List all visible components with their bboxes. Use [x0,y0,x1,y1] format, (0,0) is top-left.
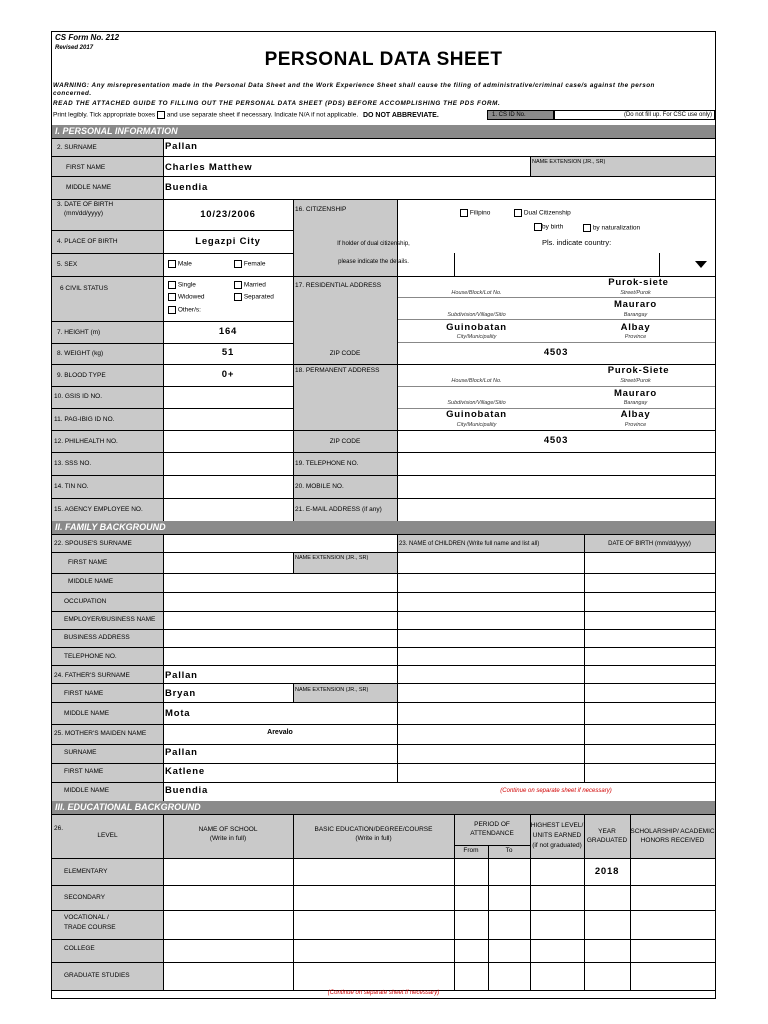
level-header: LEVEL [97,832,118,839]
country-select[interactable] [454,253,715,276]
weight-field[interactable]: 51 [221,347,235,358]
perm-street-sub: Street/Purok [620,378,651,384]
male-option-label: Male [177,260,192,268]
spouse-name-ext-label: NAME EXTENSION (JR., SR) [295,555,369,561]
permanent-address-label: 18. PERMANENT ADDRESS [295,367,380,374]
female-checkbox[interactable] [234,260,242,268]
perm-barangay-field[interactable]: Mauraro [613,388,658,399]
filipino-option-label: Filipino [469,209,491,217]
not-graduated-note: (if not graduated) [532,842,582,849]
csc-use-only-field: (Do not fill up. For CSC use only) [554,110,715,120]
father-first-name-field[interactable]: Bryan [165,688,196,699]
res-barangay-sub: Barangay [623,312,648,318]
sss-label: 13. SSS NO. [54,460,92,467]
children-label: 23. NAME of CHILDREN (Write full name and list all) [399,541,540,547]
spouse-surname-label: 22. SPOUSE'S SURNAME [54,540,132,547]
name-ext-label: NAME EXTENSION (JR., SR) [532,159,606,165]
civil-other-option[interactable] [168,306,201,315]
page-title: PERSONAL DATA SHEET [264,49,503,70]
widowed-option-label: Widowed [177,293,205,301]
gsis-label: 10. GSIS ID NO. [54,393,103,400]
course-header: BASIC EDUCATION/DEGREE/COURSE [314,826,433,833]
single-checkbox[interactable] [168,281,176,289]
surname-field[interactable]: Pallan [165,141,198,152]
mother-maiden-label: 25. MOTHER'S MAIDEN NAME [54,730,147,737]
married-checkbox[interactable] [234,281,242,289]
pob-field[interactable]: Legazpi City [195,236,261,247]
perm-city-sub: City/Municipality [456,422,497,428]
sex-label: 5. SEX [57,261,78,268]
separated-option-label: Separated [243,293,274,301]
civil-status-label: 6 CIVIL STATUS [60,285,108,292]
education-number: 26. [54,825,64,832]
mother-maiden-field[interactable]: Arevalo [267,729,293,736]
mother-surname-label: SURNAME [64,749,97,756]
level-vocational: VOCATIONAL / [64,914,109,921]
indicate-country-label: Pls. indicate country: [542,238,612,247]
by-naturalization-checkbox[interactable] [583,224,591,232]
instructions [53,111,439,119]
res-zip-field[interactable]: 4503 [543,347,569,358]
spouse-first-name-label: FIRST NAME [68,559,108,566]
spouse-middle-name-label: MIDDLE NAME [68,578,114,585]
section-family-background: II. FAMILY BACKGROUND [52,521,715,534]
father-surname-field[interactable]: Pallan [165,670,198,681]
male-checkbox[interactable] [168,260,176,268]
perm-zip-label: ZIP CODE [329,438,361,445]
instructions-part-b: and use separate sheet if necessary. Indicate N/A if not applicable. [166,111,359,119]
level-graduate-studies: GRADUATE STUDIES [64,972,130,979]
res-city-field[interactable]: Guinobatan [446,322,507,333]
blood-type-label: 9. BLOOD TYPE [57,372,106,379]
do-not-abbreviate: DO NOT ABBREVIATE. [362,111,439,119]
res-province-sub: Province [624,334,647,340]
dual-citizenship-label: Dual Citizenship [523,209,571,217]
dual-citizenship-option[interactable] [514,209,571,218]
graduated-header: GRADUATED [586,837,628,844]
filipino-checkbox[interactable] [460,209,468,217]
dual-note-1: If holder of dual citizenship, [337,241,410,247]
res-street-field[interactable]: Purok-siete [608,277,669,288]
agency-employee-label: 15. AGENCY EMPLOYEE NO. [54,506,143,513]
married-option-label: Married [243,281,266,289]
sex-male-option[interactable] [168,260,192,269]
elementary-year-graduated[interactable]: 2018 [594,866,620,877]
height-label: 7. HEIGHT (m) [57,329,101,336]
residential-address-label: 17. RESIDENTIAL ADDRESS [295,282,382,289]
perm-street-field[interactable]: Purok-Siete [607,365,670,376]
level-trade-course: TRADE COURSE [64,924,116,931]
middle-name-label: MIDDLE NAME [66,184,112,191]
civil-married-option[interactable] [234,281,266,290]
employer-label: EMPLOYER/BUSINESS NAME [64,616,156,623]
family-label-bg [52,534,163,801]
telephone-label: 19. TELEPHONE NO. [295,460,359,467]
mobile-label: 20. MOBILE NO. [295,483,344,490]
perm-house-sub: House/Block/Lot No. [451,378,502,384]
perm-province-sub: Province [624,422,647,428]
cs-id-label: 1. CS ID No. [487,110,554,120]
father-middle-name-label: MIDDLE NAME [64,710,110,717]
mother-surname-field[interactable]: Pallan [165,747,198,758]
period-header-2: ATTENDANCE [470,830,514,837]
education-continue-note: (Continue on separate sheet if necessary) [327,990,440,996]
level-secondary: SECONDARY [64,894,106,901]
label-column-bg-2 [293,200,397,521]
father-name-ext-label: NAME EXTENSION (JR., SR) [295,687,369,693]
res-street-sub: Street/Purok [620,290,651,296]
perm-city-field[interactable]: Guinobatan [446,409,507,420]
father-first-name-label: FIRST NAME [64,690,104,697]
female-option-label: Female [243,260,266,268]
other-option-label: Other/s: [177,306,201,314]
mother-middle-name-field[interactable]: Buendia [165,785,209,796]
pob-label: 4. PLACE OF BIRTH [57,238,118,245]
perm-subdivision-sub: Subdivision/Village/Sitio [447,400,506,406]
philhealth-label: 12. PHILHEALTH NO. [54,438,118,445]
middle-name-field[interactable]: Buendia [165,182,209,193]
perm-province-field[interactable]: Albay [620,409,651,420]
instructions-part-a: Print legibly. Tick appropriate boxes [53,111,156,119]
dob-format-label: (mm/dd/yyyy) [64,210,103,217]
tin-label: 14. TIN NO. [54,483,89,490]
by-naturalization-option[interactable] [583,224,640,233]
filipino-option[interactable] [460,209,490,218]
year-header: YEAR [598,828,616,835]
perm-zip-field[interactable]: 4503 [543,435,569,446]
section-educational-background: III. EDUCATIONAL BACKGROUND [52,801,715,814]
family-continue-note: (Continue on separate sheet if necessary) [500,788,612,794]
personal-data-sheet-form [51,31,716,999]
honors-header: SCHOLARSHIP/ ACADEMIC [630,828,715,835]
chevron-down-icon[interactable] [695,261,707,268]
by-birth-checkbox[interactable] [534,223,542,231]
res-province-field[interactable]: Albay [620,322,651,333]
period-header: PERIOD OF [474,821,510,828]
height-field[interactable]: 164 [218,326,238,337]
res-zip-label: ZIP CODE [329,350,361,357]
weight-label: 8. WEIGHT (kg) [57,350,104,357]
dual-citizenship-checkbox[interactable] [514,209,522,217]
other-checkbox[interactable] [168,306,176,314]
by-birth-option[interactable] [534,223,563,232]
from-header: From [463,847,479,854]
res-city-sub: City/Municipality [456,334,497,340]
business-address-label: BUSINESS ADDRESS [64,634,130,641]
honors-header-2: HONORS RECEIVED [640,837,705,844]
res-house-sub: House/Block/Lot No. [451,290,502,296]
by-naturalization-label: by naturalization [592,224,641,232]
level-college: COLLEGE [64,945,95,952]
by-birth-label: by birth [542,223,564,231]
revised-note: Revised 2017 [55,45,94,51]
email-label: 21. E-MAIL ADDRESS (if any) [295,506,382,513]
single-option-label: Single [177,281,196,289]
school-header: NAME OF SCHOOL [198,826,258,833]
dual-note-2: please indicate the details. [338,259,409,265]
blood-type-field[interactable]: 0+ [221,369,235,380]
mother-first-name-label: FIRST NAME [64,768,104,775]
highest-level-header: HIGHEST LEVEL/ [530,822,584,829]
dob-field[interactable]: 10/23/2006 [200,209,256,220]
mother-first-name-field[interactable]: Katlene [165,766,205,777]
form-number: CS Form No. 212 [55,33,120,42]
occupation-label: OCCUPATION [64,598,107,605]
sample-tick-box [157,111,165,119]
to-header: To [505,847,513,854]
children-dob-label: DATE OF BIRTH (mm/dd/yyyy) [608,541,691,547]
warning-text: WARNING: Any misrepresentation made in the Personal Data Sheet and the Work Experience Sheet shall cause the filing of administrative/criminal case/s against the person concerned. [53,82,655,97]
perm-barangay-sub: Barangay [623,400,648,406]
civil-widowed-option[interactable] [168,293,205,302]
pagibig-label: 11. PAG-IBIG ID NO. [54,416,115,423]
widowed-checkbox[interactable] [168,293,176,301]
level-elementary: ELEMENTARY [64,868,108,875]
course-header-note: (Write in full) [355,835,392,842]
dob-label: 3. DATE OF BIRTH [57,201,114,208]
units-earned-header: UNITS EARNED [532,832,582,839]
school-header-note: (Write in full) [209,835,247,842]
separated-checkbox[interactable] [234,293,242,301]
res-subdivision-sub: Subdivision/Village/Sitio [447,312,506,318]
father-surname-label: 24. FATHER'S SURNAME [54,672,130,679]
surname-label: 2. SURNAME [57,144,97,151]
civil-single-option[interactable] [168,281,196,290]
civil-separated-option[interactable] [234,293,274,302]
first-name-label: FIRST NAME [66,164,106,171]
mother-middle-name-label: MIDDLE NAME [64,787,110,794]
spouse-telephone-label: TELEPHONE NO. [64,653,117,660]
citizenship-label: 16. CITIZENSHIP [295,206,347,213]
section-personal-information: I. PERSONAL INFORMATION [52,125,715,138]
father-middle-name-field[interactable]: Mota [165,708,191,719]
guide-notice: READ THE ATTACHED GUIDE TO FILLING OUT THE PERSONAL DATA SHEET (PDS) BEFORE ACCOMPLISHING THE PDS FORM. [53,100,501,107]
first-name-field[interactable]: Charles Matthew [165,162,253,173]
res-barangay-field[interactable]: Mauraro [613,299,658,310]
sex-female-option[interactable] [234,260,266,269]
